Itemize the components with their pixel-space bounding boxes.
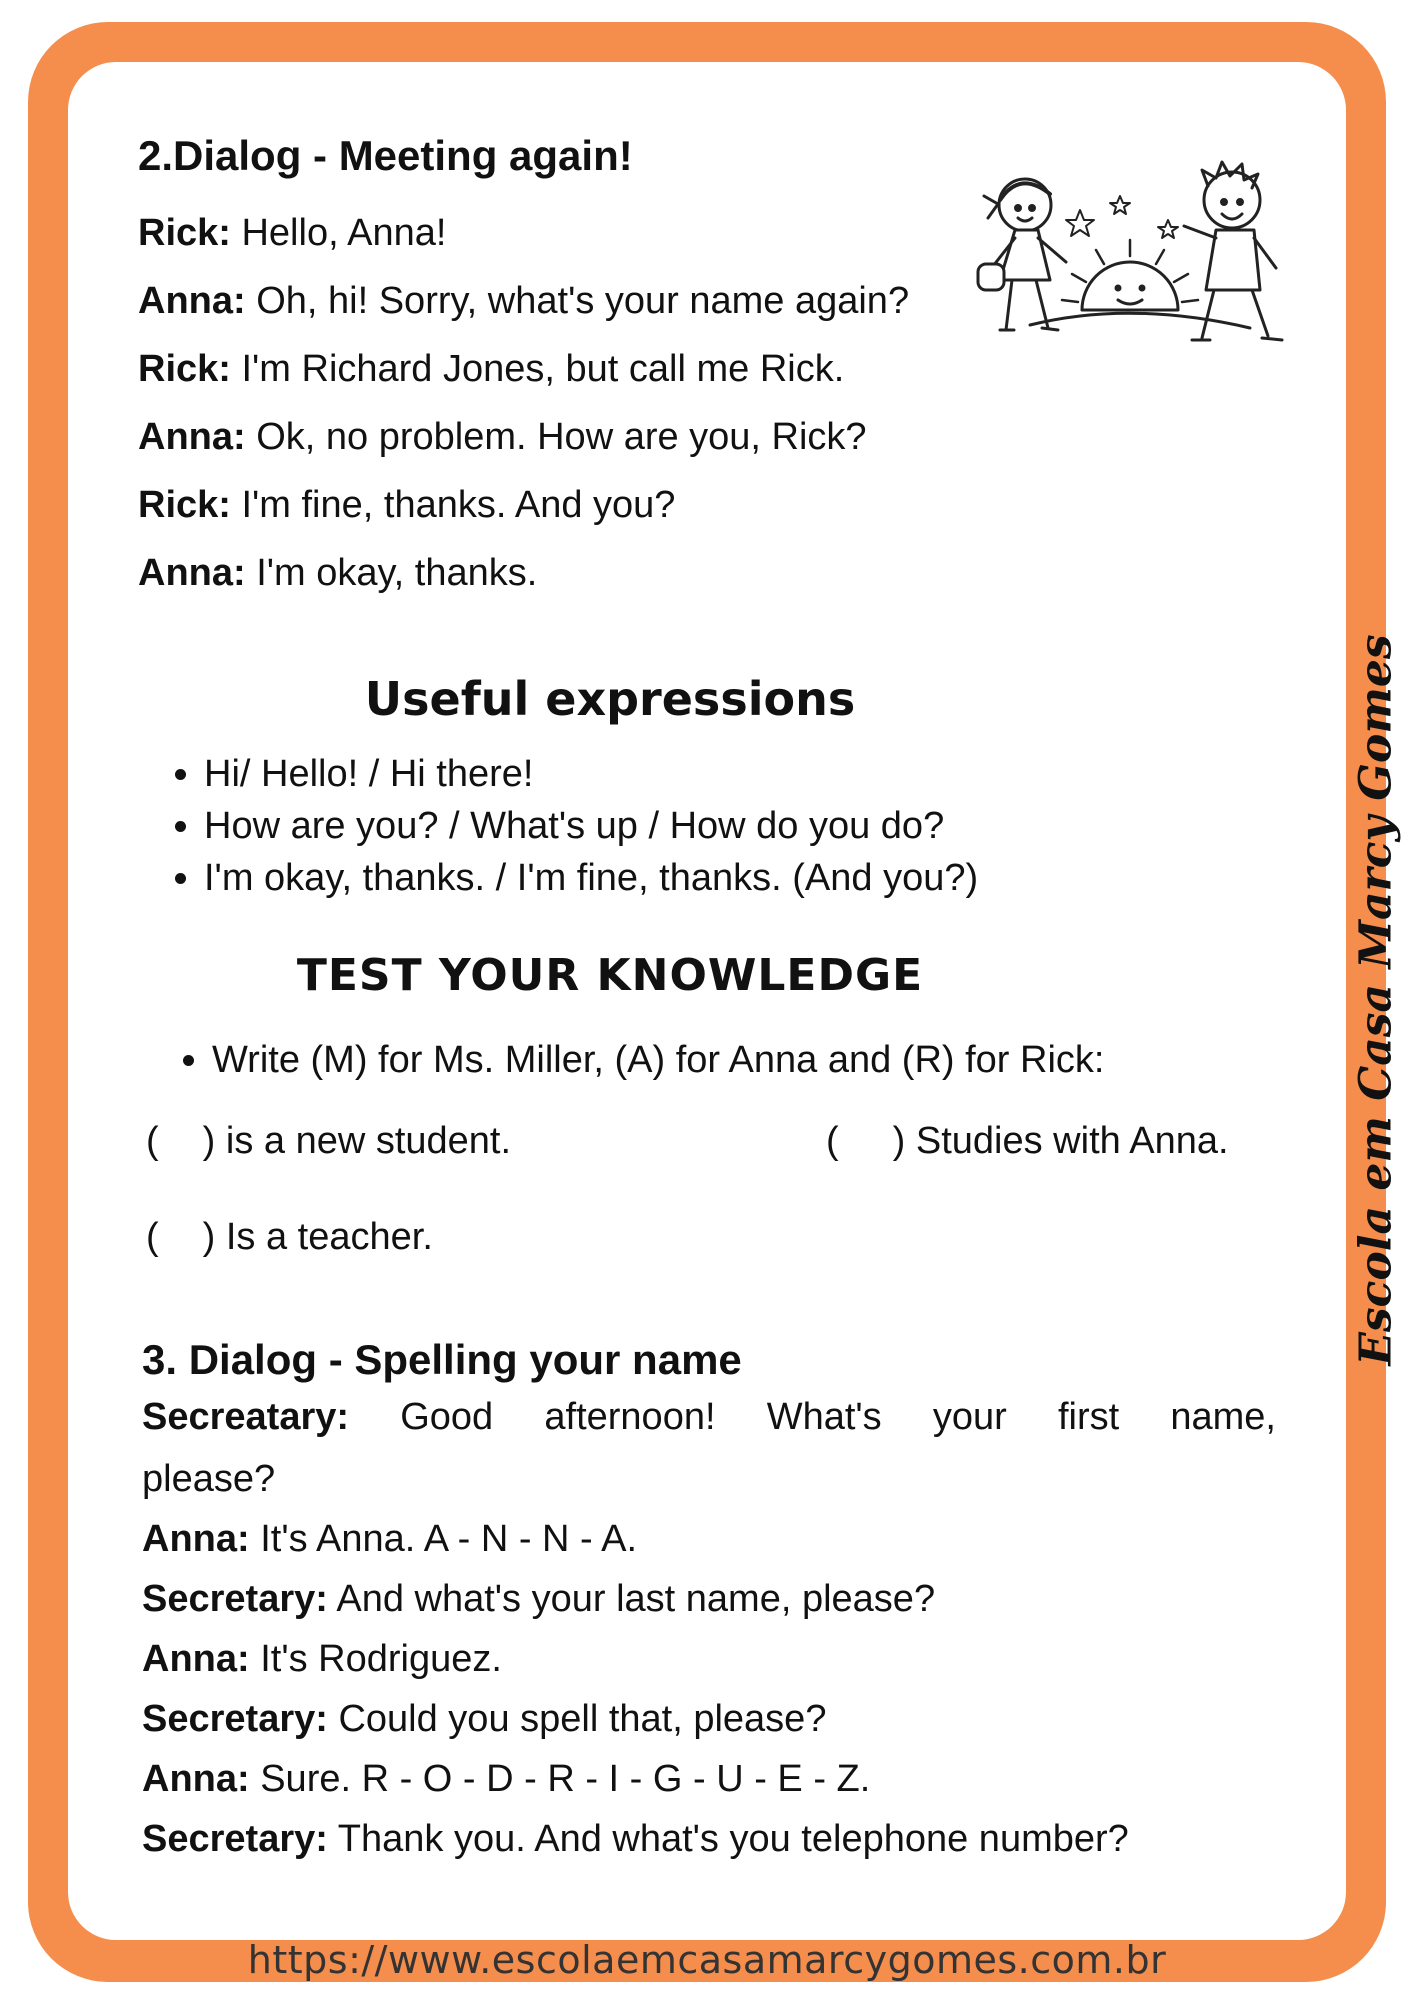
test-item: ( ) Studies with Anna. bbox=[826, 1120, 1229, 1162]
answer-blank-open[interactable]: ( bbox=[146, 1120, 159, 1162]
answer-blank-open[interactable]: ( bbox=[146, 1216, 159, 1258]
list-item: • I'm okay, thanks. / I'm fine, thanks. (And you?) bbox=[204, 852, 978, 904]
dialog2-line bbox=[138, 552, 537, 595]
line-text: I'm fine, thanks. And you? bbox=[230, 484, 676, 526]
list-item: • Hi/ Hello! / Hi there! bbox=[204, 748, 978, 800]
footer-url[interactable]: https://www.escolaemcasamarcygomes.com.br bbox=[247, 1938, 1167, 1982]
dialog3-line: Anna: It's Rodriguez. bbox=[142, 1638, 502, 1680]
line-text: I'm Richard Jones, but call me Rick. bbox=[230, 348, 845, 390]
test-title: TEST YOUR KNOWLEDGE bbox=[296, 950, 924, 1001]
test-instruction: • Write (M) for Ms. Miller, (A) for Anna and (R) for Rick: bbox=[212, 1034, 1104, 1086]
dialog2-title: 2.Dialog - Meeting again! bbox=[138, 132, 633, 179]
line-text: Oh, hi! Sorry, what's your name again? bbox=[245, 280, 910, 322]
dialog3-line: Secretary: Thank you. And what's you telephone number? bbox=[142, 1818, 1129, 1860]
useful-expressions-title: Useful expressions bbox=[364, 672, 856, 726]
line-text: I'm okay, thanks. bbox=[245, 552, 538, 594]
side-brand-text: Escola em Casa Marcy Gomes bbox=[1350, 634, 1402, 1366]
dialog3-first-line-cont: please? bbox=[142, 1458, 276, 1500]
line-text: Ok, no problem. How are you, Rick? bbox=[245, 416, 867, 458]
speaker: Anna: bbox=[138, 416, 246, 458]
speaker: Rick: bbox=[138, 484, 231, 526]
speaker: Anna: bbox=[138, 552, 246, 594]
list-item: • How are you? / What's up / How do you do? bbox=[204, 800, 978, 852]
dialog3-title: 3. Dialog - Spelling your name bbox=[142, 1336, 742, 1383]
dialog3-line: Anna: Sure. R - O - D - R - I - G - U - E - Z. bbox=[142, 1758, 871, 1800]
kids-sun-illustration bbox=[970, 160, 1290, 370]
speaker: Anna: bbox=[138, 280, 246, 322]
dialog3-line: Secretary: And what's your last name, please? bbox=[142, 1578, 936, 1620]
speaker: Rick: bbox=[138, 212, 231, 254]
line-text: Hello, Anna! bbox=[230, 212, 447, 254]
test-item: ( ) Is a teacher. bbox=[146, 1216, 433, 1258]
speaker: Secreatary: bbox=[142, 1396, 350, 1438]
test-instruction-list bbox=[156, 1034, 1104, 1086]
speaker: Rick: bbox=[138, 348, 231, 390]
dialog2-line bbox=[138, 212, 446, 255]
dialog2-line bbox=[138, 280, 909, 323]
dialog2-line bbox=[138, 484, 675, 527]
dialog2-line bbox=[138, 348, 844, 391]
answer-blank-open[interactable]: ( bbox=[826, 1120, 839, 1162]
dialog2-line bbox=[138, 416, 867, 459]
dialog3-line: Anna: It's Anna. A - N - N - A. bbox=[142, 1518, 638, 1560]
dialog3-line: Secretary: Could you spell that, please? bbox=[142, 1698, 827, 1740]
test-item: ( ) is a new student. bbox=[146, 1120, 512, 1162]
dialog3-first-line: Secreatary: Good afternoon! What's your first name, bbox=[142, 1396, 1276, 1438]
useful-expressions-list bbox=[148, 748, 978, 904]
